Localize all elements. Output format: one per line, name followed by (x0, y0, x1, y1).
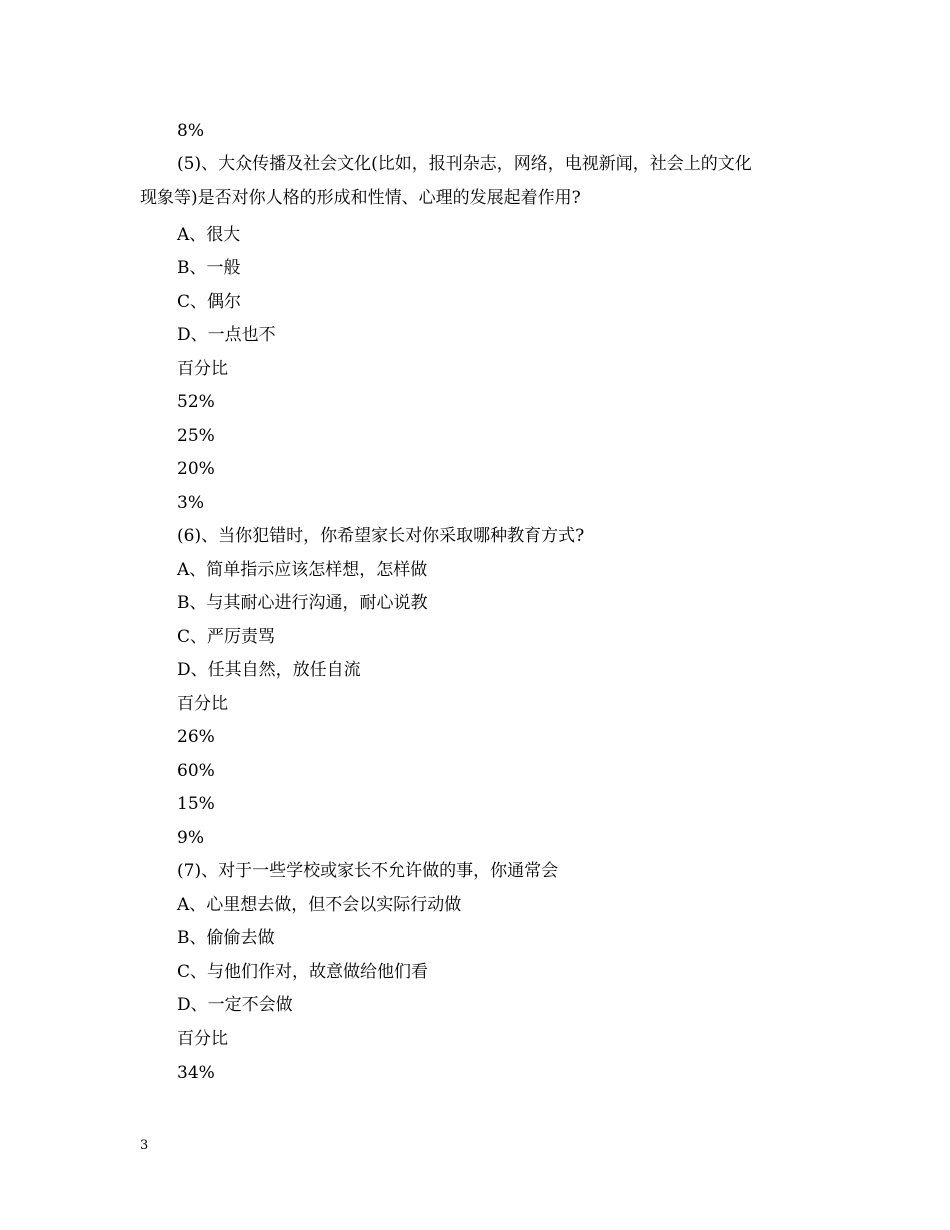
page-number: 3 (140, 1138, 149, 1153)
percentage-value: 52% (177, 392, 215, 412)
text-line: 8% (177, 121, 204, 141)
option-a: A、很大 (177, 225, 241, 245)
percentage-value: 25% (177, 426, 215, 446)
percentage-heading: 百分比 (177, 1029, 228, 1049)
option-c: C、严厉责骂 (177, 627, 276, 647)
percentage-heading: 百分比 (177, 359, 228, 379)
question-6: (6)、当你犯错时，你希望家长对你采取哪种教育方式? (177, 526, 585, 546)
question-5-line-2: 现象等)是否对你人格的形成和性情、心理的发展起着作用? (140, 188, 581, 208)
percentage-value: 26% (177, 727, 215, 747)
percentage-value: 9% (177, 828, 204, 848)
option-c: C、偶尔 (177, 292, 242, 312)
option-b: B、偷偷去做 (177, 928, 275, 948)
option-a: A、简单指示应该怎样想，怎样做 (177, 560, 428, 580)
percentage-value: 20% (177, 459, 215, 479)
percentage-value: 34% (177, 1063, 215, 1083)
question-5-line-1: (5)、大众传播及社会文化(比如，报刊杂志，网络，电视新闻，社会上的文化 (177, 154, 752, 174)
option-c: C、与他们作对，故意做给他们看 (177, 962, 429, 982)
percentage-heading: 百分比 (177, 694, 228, 714)
option-d: D、一定不会做 (177, 995, 293, 1015)
option-d: D、任其自然，放任自流 (177, 660, 361, 680)
option-b: B、一般 (177, 258, 241, 278)
question-7: (7)、对于一些学校或家长不允许做的事，你通常会 (177, 861, 559, 881)
percentage-value: 60% (177, 761, 215, 781)
option-b: B、与其耐心进行沟通，耐心说教 (177, 593, 428, 613)
option-d: D、一点也不 (177, 325, 276, 345)
option-a: A、心里想去做，但不会以实际行动做 (177, 895, 462, 915)
percentage-value: 3% (177, 493, 204, 513)
percentage-value: 15% (177, 794, 215, 814)
